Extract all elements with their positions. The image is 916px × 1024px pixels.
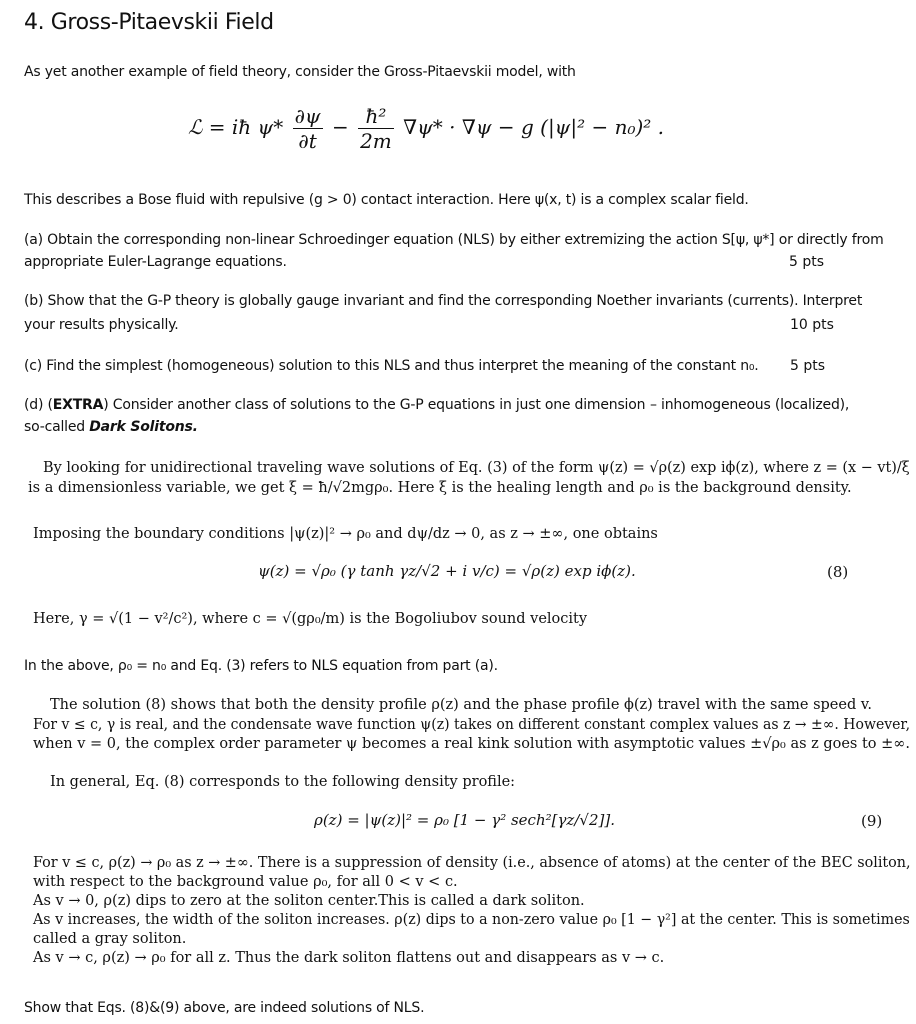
intro-text: As yet another example of field theory, consider the Gross-Pitaevskii model, with	[24, 64, 576, 80]
equation-9-number: (9)	[861, 812, 883, 830]
ds-para1-line1: By looking for unidirectional traveling wave solutions of Eq. (3) of the form ψ(z) = √ρ(z) exp iϕ(z), where z = (x − vt)/ξ	[43, 460, 910, 476]
part-d-suffix: – inhomogeneous (localized),	[650, 397, 850, 413]
part-b-line1: (b) Show that the G-P theory is globally gauge invariant and find the corresponding Noether invariants (currents). Interpret	[24, 293, 863, 309]
lagrangian-fraction-time	[293, 104, 323, 153]
part-a-points: 5 pts	[789, 254, 825, 270]
lagrangian-lhs: ℒ = iħ ψ*	[188, 115, 284, 139]
equation-8: ψ(z) = √ρ₀ (γ tanh γz/√2 + i v/c) = √ρ(z) exp iϕ(z).	[258, 562, 636, 580]
ds-solution-line2: For v ≤ c, γ is real, and the condensate wave function ψ(z) takes on different constant complex values as z → ±∞. However,	[33, 717, 911, 733]
equation-9: ρ(z) = |ψ(z)|² = ρ₀ [1 − γ² sech²[γz/√2]].	[314, 811, 615, 829]
ds-boundary-conditions: Imposing the boundary conditions |ψ(z)|² → ρ₀ and dψ/dz → 0, as z → ±∞, one obtains	[33, 526, 658, 542]
lagrangian-rest: ∇ψ* · ∇ψ − g (|ψ|² − n₀)² .	[403, 115, 665, 139]
part-c-points: 5 pts	[790, 358, 826, 374]
ds-final-line2: with respect to the background value ρ₀, for all 0 < v < c.	[33, 874, 458, 890]
ds-final-line5: called a gray soliton.	[33, 931, 187, 947]
final-instruction: Show that Eqs. (8)&(9) above, are indeed solutions of NLS.	[24, 1000, 425, 1016]
ds-final-line1: For v ≤ c, ρ(z) → ρ₀ as z → ±∞. There is a suppression of density (i.e., absence of atoms) at the center of the BEC soliton,	[33, 855, 911, 871]
part-b-line2: your results physically.	[24, 317, 179, 333]
part-d-line2-prefix: so-called	[24, 419, 90, 435]
fraction-denominator: 2m	[360, 129, 392, 153]
part-d-mid: ) Consider another class of solutions to the G-P equations in just one dimension	[103, 397, 646, 413]
ds-general: In general, Eq. (8) corresponds to the following density profile:	[50, 774, 516, 790]
part-d-dark-solitons: Dark Solitons.	[89, 419, 198, 435]
part-a-line1: (a) Obtain the corresponding non-linear Schroedinger equation (NLS) by either extremizing the action S[ψ, ψ*] or directly from	[24, 232, 884, 248]
fraction-numerator: ∂ψ	[294, 104, 321, 128]
describes-text: This describes a Bose fluid with repulsive (g > 0) contact interaction. Here ψ(x, t) is a complex scalar field.	[24, 192, 749, 208]
part-d-line1	[24, 397, 645, 413]
equation-8-number: (8)	[827, 563, 849, 581]
part-d-prefix: (d) (	[24, 397, 53, 413]
part-a-line2: appropriate Euler-Lagrange equations.	[24, 254, 287, 270]
fraction-denominator: ∂t	[298, 129, 317, 153]
part-d-extra: EXTRA	[52, 397, 104, 413]
ds-final-line4: As v increases, the width of the soliton increases. ρ(z) dips to a non-zero value ρ₀ [1 − γ²] at the center. This is sometimes	[33, 912, 910, 928]
lagrangian-equation	[188, 104, 664, 153]
ds-final-line3: As v → 0, ρ(z) dips to zero at the soliton center.This is called a dark soliton.	[33, 893, 585, 909]
ds-gamma-definition: Here, γ = √(1 − v²/c²), where c = √(gρ₀/m) is the Bogoliubov sound velocity	[33, 611, 588, 627]
page-title: 4. Gross-Pitaevskii Field	[24, 10, 274, 35]
part-c-line1: (c) Find the simplest (homogeneous) solution to this NLS and thus interpret the meaning of the constant n₀.	[24, 358, 759, 374]
lagrangian-minus: −	[331, 115, 349, 139]
fraction-numerator: ħ²	[358, 104, 394, 129]
ds-para1-line2: is a dimensionless variable, we get ξ = ħ/√2mgρ₀. Here ξ is the healing length and ρ₀ is the background density.	[28, 480, 852, 496]
part-b-points: 10 pts	[790, 317, 834, 333]
part-d-line2	[24, 419, 198, 435]
lagrangian-fraction-kinetic	[358, 104, 394, 153]
ds-solution-line3: when v = 0, the complex order parameter ψ becomes a real kink solution with asymptotic values ±√ρ₀ as z goes to ±∞.	[33, 736, 910, 752]
ds-final-line6: As v → c, ρ(z) → ρ₀ for all z. Thus the dark soliton flattens out and disappears as v → c.	[33, 950, 665, 966]
ds-solution-line1: The solution (8) shows that both the density profile ρ(z) and the phase profile ϕ(z) travel with the same speed v.	[50, 697, 872, 713]
ds-above-note: In the above, ρ₀ = n₀ and Eq. (3) refers to NLS equation from part (a).	[24, 658, 498, 674]
